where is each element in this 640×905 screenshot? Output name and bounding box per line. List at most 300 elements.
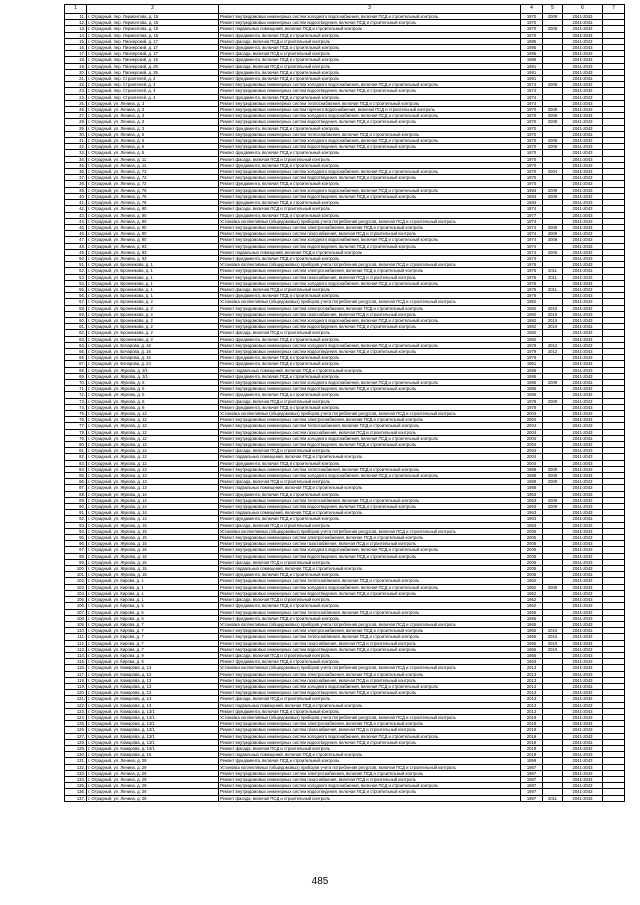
build-year-cell: 1983 (521, 193, 543, 199)
planned-period-cell: 2041-2043 (563, 578, 603, 584)
address-cell: г. Отрадный, ул. Жукова, д. 12 (87, 423, 219, 429)
planned-period-cell: 2041-2043 (563, 367, 603, 373)
row-number-cell: 48. (65, 243, 87, 249)
build-year-cell: 1988 (521, 466, 543, 472)
address-cell: г. Отрадный, ул. Ленина, д. 5 (87, 131, 219, 137)
build-year-cell: 1963 (521, 510, 543, 516)
planned-period-cell: 2041-2043 (563, 727, 603, 733)
work-type-cell: Ремонт внутридомовых инженерных систем водоотведения, включая ПСД и строительный контроль (219, 504, 521, 510)
row-number-cell: 62. (65, 330, 87, 336)
planned-period-cell: 2041-2043 (563, 435, 603, 441)
last-repair-year-cell: 2011 (543, 795, 563, 801)
planned-period-cell: 2041-2043 (563, 764, 603, 770)
build-year-cell: 1982 (521, 305, 543, 311)
build-year-cell: 1976 (521, 286, 543, 292)
build-year-cell: 1991 (521, 63, 543, 69)
work-type-cell: Ремонт фасада, включая ПСД и строительный контроль (219, 398, 521, 404)
address-cell: г. Отрадный, ул. Комарова, д. 13/1 (87, 708, 219, 714)
planned-period-cell: 2041-2043 (563, 411, 603, 417)
work-type-cell: Ремонт подвальных помещений, включая ПСД и строительный контроль (219, 249, 521, 255)
row-number-cell: 104. (65, 590, 87, 596)
work-type-cell: Установка коллективных (общедомовых) приборов учета потребления ресурсов, включая ПСД и строительный контроль (219, 764, 521, 770)
work-type-cell: Ремонт внутридомовых инженерных систем холодного водоснабжения, включая ПСД и строительный контроль (219, 473, 521, 479)
planned-period-cell: 2041-2043 (563, 249, 603, 255)
page-number: 485 (311, 876, 329, 887)
work-type-cell: Ремонт фундамента, включая ПСД и строительный контроль (219, 460, 521, 466)
planned-period-cell: 2041-2043 (563, 696, 603, 702)
planned-period-cell: 2041-2043 (563, 504, 603, 510)
row-number-cell: 115. (65, 659, 87, 665)
row-number-cell: 25. (65, 100, 87, 106)
work-type-cell: Ремонт внутридомовых инженерных систем водоотведения, включая ПСД и строительный контроль (219, 324, 521, 330)
planned-period-cell: 2041-2043 (563, 14, 603, 20)
planned-period-cell: 2041-2043 (563, 131, 603, 137)
address-cell: г. Отрадный, ул. Кирова, д. 7 (87, 646, 219, 652)
address-cell: г. Отрадный, ул. Жукова, д. 14 (87, 497, 219, 503)
planned-period-cell: 2041-2043 (563, 200, 603, 206)
row-number-cell: 55. (65, 286, 87, 292)
address-cell: г. Отрадный, ул. Ленина, д. 93 (87, 243, 219, 249)
row-number-cell: 69. (65, 373, 87, 379)
planned-period-cell: 2041-2043 (563, 45, 603, 51)
row-number-cell: 20. (65, 69, 87, 75)
row-number-cell: 133. (65, 770, 87, 776)
planned-period-cell: 2041-2043 (563, 317, 603, 323)
build-year-cell: 2004 (521, 460, 543, 466)
build-year-cell: 1987 (521, 789, 543, 795)
planned-period-cell: 2041-2043 (563, 348, 603, 354)
build-year-cell: 2004 (521, 429, 543, 435)
planned-period-cell: 2041-2043 (563, 57, 603, 63)
build-year-cell: 2004 (521, 411, 543, 417)
last-repair-year-cell: 2009 (543, 224, 563, 230)
work-type-cell: Ремонт внутридомовых инженерных систем газоснабжения, включая ПСД и строительный контроль (219, 541, 521, 547)
address-cell: г. Отрадный, ул. Жукова, д. 12 (87, 429, 219, 435)
planned-period-cell: 2041-2043 (563, 175, 603, 181)
planned-period-cell: 2041-2043 (563, 671, 603, 677)
planned-period-cell: 2041-2043 (563, 528, 603, 534)
work-type-cell: Ремонт внутридомовых инженерных систем газоснабжения, включая ПСД и строительный контроль (219, 311, 521, 317)
planned-period-cell: 2041-2043 (563, 355, 603, 361)
planned-period-cell: 2041-2043 (563, 94, 603, 100)
build-year-cell: 1983 (521, 187, 543, 193)
last-repair-year-cell: 2008 (543, 144, 563, 150)
planned-period-cell: 2041-2043 (563, 572, 603, 578)
address-cell: г. Отрадный, ул. Кирова, д. 7 (87, 634, 219, 640)
build-year-cell: 1988 (521, 473, 543, 479)
build-year-cell: 1985 (521, 38, 543, 44)
address-cell: г. Отрадный, ул. Комарова, д. 13/1 (87, 721, 219, 727)
row-number-cell: 26. (65, 107, 87, 113)
work-type-cell: Ремонт внутридомовых инженерных систем теплоснабжения, включая ПСД и строительный контроль (219, 131, 521, 137)
row-number-cell: 54. (65, 280, 87, 286)
last-repair-year-cell: 2010 (543, 640, 563, 646)
planned-period-cell: 2041-2043 (563, 88, 603, 94)
address-cell: г. Отрадный, ул. Жукова, д. 12 (87, 435, 219, 441)
build-year-cell: 1987 (521, 795, 543, 801)
build-year-cell: 2019 (521, 739, 543, 745)
planned-period-cell: 2041-2043 (563, 603, 603, 609)
last-repair-year-cell: 2008 (543, 113, 563, 119)
planned-period-cell: 2041-2043 (563, 144, 603, 150)
planned-period-cell: 2041-2043 (563, 398, 603, 404)
address-cell: г. Отрадный, ул. Бронникова, д. 2 (87, 305, 219, 311)
planned-period-cell: 2041-2043 (563, 491, 603, 497)
work-type-cell: Ремонт фасада, включая ПСД и строительный контроль (219, 795, 521, 801)
address-cell: г. Отрадный, ул. Кирова, д. 5 (87, 615, 219, 621)
row-number-cell: 19. (65, 63, 87, 69)
build-year-cell: 1987 (521, 783, 543, 789)
address-cell: г. Отрадный, пер. Пионерский, д. 17 (87, 51, 219, 57)
work-type-cell: Ремонт внутридомовых инженерных систем холодного водоснабжения, включая ПСД и строительный контроль (219, 342, 521, 348)
address-cell: г. Отрадный, ул. Кирова, д. 7 (87, 628, 219, 634)
address-cell: г. Отрадный, ул. Комарова, д. 15 (87, 752, 219, 758)
planned-period-cell: 2041-2043 (563, 516, 603, 522)
address-cell: г. Отрадный, ул. Ленина, д. 90 (87, 206, 219, 212)
header-col-5: 5 (543, 5, 563, 14)
build-year-cell: 1965 (521, 640, 543, 646)
address-cell: г. Отрадный, ул. Жукова, д. 15 (87, 535, 219, 541)
planned-period-cell: 2041-2043 (563, 510, 603, 516)
address-cell: г. Отрадный, ул. Кирова, д. 5 (87, 609, 219, 615)
build-year-cell: 1982 (521, 336, 543, 342)
work-type-cell: Ремонт фундамента, включая ПСД и строительный контроль (219, 355, 521, 361)
build-year-cell: 1970 (521, 181, 543, 187)
work-type-cell: Ремонт фундамента, включая ПСД и строительный контроль (219, 392, 521, 398)
build-year-cell: 1977 (521, 212, 543, 218)
planned-period-cell: 2041-2043 (563, 286, 603, 292)
work-type-cell: Ремонт внутридомовых инженерных систем электроснабжения, включая ПСД и строительный контроль (219, 628, 521, 634)
last-repair-year-cell: 2008 (543, 14, 563, 20)
build-year-cell: 1970 (521, 138, 543, 144)
row-number-cell: 86. (65, 479, 87, 485)
build-year-cell: 1974 (521, 249, 543, 255)
build-year-cell: 1963 (521, 497, 543, 503)
work-type-cell: Ремонт подвальных помещений, включая ПСД и строительный контроль (219, 566, 521, 572)
planned-period-cell: 2041-2043 (563, 448, 603, 454)
row-number-cell: 24. (65, 94, 87, 100)
work-type-cell: Ремонт фасада, включая ПСД и строительный контроль (219, 51, 521, 57)
build-year-cell: 1970 (521, 125, 543, 131)
address-cell: г. Отрадный, ул. Бронникова, д. 1 (87, 268, 219, 274)
work-type-cell: Ремонт фундамента, включая ПСД и строительный контроль (219, 516, 521, 522)
last-repair-year-cell: 2006 (543, 249, 563, 255)
build-year-cell: 1978 (521, 404, 543, 410)
build-year-cell: 2013 (521, 677, 543, 683)
row-number-cell: 76. (65, 417, 87, 423)
build-year-cell: 1965 (521, 615, 543, 621)
header-col-1: 1 (65, 5, 87, 14)
address-cell: г. Отрадный, ул. Ленина, д. 72 (87, 169, 219, 175)
planned-period-cell: 2041-2043 (563, 361, 603, 367)
row-number-cell: 81. (65, 448, 87, 454)
build-year-cell: 1970 (521, 26, 543, 32)
planned-period-cell: 2041-2043 (563, 429, 603, 435)
planned-period-cell: 2041-2043 (563, 107, 603, 113)
planned-period-cell: 2041-2043 (563, 665, 603, 671)
address-cell: г. Отрадный, ул. Бронникова, д. 1 (87, 274, 219, 280)
row-number-cell: 67. (65, 361, 87, 367)
build-year-cell: 1965 (521, 609, 543, 615)
address-cell: г. Отрадный, ул. Бронникова, д. 2 (87, 336, 219, 342)
build-year-cell: 2004 (521, 423, 543, 429)
row-number-cell: 13. (65, 26, 87, 32)
address-cell: г. Отрадный, ул. Комарова, д. 13 (87, 702, 219, 708)
table-body (65, 14, 625, 802)
row-number-cell: 132. (65, 764, 87, 770)
build-year-cell: 1979 (521, 348, 543, 354)
planned-period-cell: 2041-2043 (563, 125, 603, 131)
work-type-cell: Ремонт фасада, включая ПСД и строительный контроль (219, 206, 521, 212)
last-repair-year-cell: 2010 (543, 305, 563, 311)
build-year-cell: 2019 (521, 721, 543, 727)
row-number-cell: 134. (65, 776, 87, 782)
planned-period-cell: 2041-2043 (563, 442, 603, 448)
address-cell: г. Отрадный, ул. Жукова, д. 13 (87, 485, 219, 491)
work-type-cell: Ремонт внутридомовых инженерных систем электроснабжения, включая ПСД и строительный контроль (219, 268, 521, 274)
planned-period-cell: 2041-2043 (563, 634, 603, 640)
build-year-cell: 1974 (521, 224, 543, 230)
address-cell: г. Отрадный, пер. Строителей, д. 4 (87, 88, 219, 94)
planned-period-cell: 2041-2043 (563, 324, 603, 330)
build-year-cell: 1991 (521, 69, 543, 75)
row-number-cell: 109. (65, 621, 87, 627)
build-year-cell: 1962 (521, 590, 543, 596)
address-cell: г. Отрадный, пер. Лермонтова, д. 15 (87, 26, 219, 32)
planned-period-cell: 2041-2043 (563, 789, 603, 795)
work-type-cell: Ремонт фасада, включая ПСД и строительный контроль (219, 286, 521, 292)
build-year-cell: 1974 (521, 206, 543, 212)
address-cell: г. Отрадный, ул. Ленина, д. 93 (87, 249, 219, 255)
planned-period-cell: 2041-2043 (563, 193, 603, 199)
build-year-cell: 1986 (521, 367, 543, 373)
row-number-cell: 130. (65, 752, 87, 758)
build-year-cell: 1987 (521, 776, 543, 782)
planned-period-cell: 2041-2043 (563, 404, 603, 410)
planned-period-cell: 2041-2043 (563, 69, 603, 75)
build-year-cell: 1963 (521, 491, 543, 497)
build-year-cell: 1982 (521, 330, 543, 336)
work-type-cell: Ремонт внутридомовых инженерных систем холодного водоснабжения, включая ПСД и строительный контроль (219, 237, 521, 243)
work-type-cell: Ремонт внутридомовых инженерных систем водоотведения, включая ПСД и строительный контроль (219, 144, 521, 150)
work-type-cell: Ремонт фундамента, включая ПСД и строительный контроль (219, 255, 521, 261)
work-type-cell: Ремонт фундамента, включая ПСД и строительный контроль (219, 69, 521, 75)
planned-period-cell: 2041-2043 (563, 274, 603, 280)
planned-period-cell: 2041-2043 (563, 237, 603, 243)
work-type-cell: Ремонт внутридомовых инженерных систем газоснабжения, включая ПСД и строительный контроль (219, 776, 521, 782)
address-cell: г. Отрадный, ул. Жукова, д. 3/1 (87, 373, 219, 379)
work-type-cell: Ремонт фасада, включая ПСД и строительный контроль (219, 597, 521, 603)
build-year-cell: 1974 (521, 218, 543, 224)
work-type-cell: Ремонт внутридомовых инженерных систем холодного водоснабжения, включая ПСД и строительный контроль (219, 379, 521, 385)
last-repair-year-cell: 2009 (543, 193, 563, 199)
planned-period-cell: 2041-2043 (563, 20, 603, 26)
work-type-cell: Установка коллективных (общедомовых) приборов учета потребления ресурсов, включая ПСД и строительный контроль (219, 262, 521, 268)
address-cell: г. Отрадный, ул. Жукова, д. 12 (87, 460, 219, 466)
build-year-cell: 2013 (521, 690, 543, 696)
work-type-cell: Ремонт внутридомовых инженерных систем электроснабжения, включая ПСД и строительный контроль (219, 535, 521, 541)
row-number-cell: 100. (65, 566, 87, 572)
address-cell: г. Отрадный, ул. Жукова, д. 13 (87, 479, 219, 485)
row-number-cell: 108. (65, 615, 87, 621)
build-year-cell: 1978 (521, 398, 543, 404)
build-year-cell: 1962 (521, 597, 543, 603)
table-row (65, 795, 625, 801)
build-year-cell: 1976 (521, 293, 543, 299)
address-cell: г. Отрадный, пер. Пионерский, д. 25 (87, 69, 219, 75)
address-cell: г. Отрадный, ул. Жукова, д. 12 (87, 411, 219, 417)
build-year-cell: 2004 (521, 417, 543, 423)
address-cell: г. Отрадный, ул. Бочарова, д. 16 (87, 348, 219, 354)
row-number-cell: 41. (65, 200, 87, 206)
address-cell: г. Отрадный, ул. Ленина, д. 93 (87, 255, 219, 261)
row-number-cell: 131. (65, 758, 87, 764)
build-year-cell: 1985 (521, 45, 543, 51)
row-number-cell: 37. (65, 175, 87, 181)
work-type-cell: Ремонт внутридомовых инженерных систем водоотведения, включая ПСД и строительный контроль (219, 690, 521, 696)
work-type-cell: Ремонт внутридомовых инженерных систем холодного водоснабжения, включая ПСД и строительный контроль (219, 317, 521, 323)
work-type-cell: Установка коллективных (общедомовых) приборов учета потребления ресурсов, включая ПСД и строительный контроль (219, 528, 521, 534)
work-type-cell: Ремонт фундамента, включая ПСД и строительный контроль (219, 200, 521, 206)
build-year-cell: 1970 (521, 131, 543, 137)
row-number-cell: 43. (65, 212, 87, 218)
row-number-cell: 93. (65, 522, 87, 528)
address-cell: г. Отрадный, ул. Ленина, д. 90 (87, 237, 219, 243)
planned-period-cell: 2041-2043 (563, 379, 603, 385)
last-repair-year-cell: 2011 (543, 268, 563, 274)
build-year-cell: 1970 (521, 150, 543, 156)
last-repair-year-cell: 2011 (543, 286, 563, 292)
work-type-cell: Ремонт внутридомовых инженерных систем теплоснабжения, включая ПСД и строительный контроль (219, 609, 521, 615)
row-number-cell: 17. (65, 51, 87, 57)
row-number-cell: 52. (65, 268, 87, 274)
work-type-cell: Ремонт фундамента, включая ПСД и строительный контроль (219, 659, 521, 665)
row-number-cell: 85. (65, 473, 87, 479)
work-type-cell: Установка коллективных (общедомовых) приборов учета потребления ресурсов, включая ПСД и строительный контроль (219, 218, 521, 224)
planned-period-cell: 2041-2043 (563, 280, 603, 286)
address-cell: г. Отрадный, ул. Ленина, д. 90 (87, 224, 219, 230)
work-type-cell: Ремонт внутридомовых инженерных систем электроснабжения, включая ПСД и строительный контроль (219, 671, 521, 677)
row-number-cell: 21. (65, 76, 87, 82)
address-cell: г. Отрадный, ул. Жукова, д. 5 (87, 386, 219, 392)
planned-period-cell: 2041-2043 (563, 156, 603, 162)
address-cell: г. Отрадный, ул. Жукова, д. 13 (87, 473, 219, 479)
planned-period-cell: 2041-2043 (563, 566, 603, 572)
build-year-cell: 1976 (521, 280, 543, 286)
address-cell: г. Отрадный, пер. Пионерский, д. 25 (87, 63, 219, 69)
address-cell: г. Отрадный, ул. Жукова, д. 15 (87, 541, 219, 547)
work-type-cell: Ремонт внутридомовых инженерных систем теплоснабжения, включая ПСД и строительный контроль (219, 578, 521, 584)
address-cell: г. Отрадный, ул. Комарова, д. 13/1 (87, 739, 219, 745)
row-number-cell: 45. (65, 224, 87, 230)
row-number-cell: 59. (65, 311, 87, 317)
header-col-7: 7 (603, 5, 625, 14)
address-cell: г. Отрадный, ул. Жукова, д. 5 (87, 379, 219, 385)
row-number-cell: 34. (65, 156, 87, 162)
address-cell: г. Отрадный, ул. Ленина, д. 11 (87, 162, 219, 168)
build-year-cell: 1963 (521, 659, 543, 665)
planned-period-cell: 2041-2043 (563, 392, 603, 398)
row-number-cell: 112. (65, 640, 87, 646)
planned-period-cell: 2041-2043 (563, 739, 603, 745)
planned-period-cell: 2041-2043 (563, 169, 603, 175)
planned-period-cell: 2041-2043 (563, 485, 603, 491)
address-cell: г. Отрадный, ул. Бронникова, д. 1 (87, 293, 219, 299)
row-number-cell: 27. (65, 113, 87, 119)
build-year-cell: 1976 (521, 262, 543, 268)
address-cell: г. Отрадный, ул. Ленина, д. 76 (87, 187, 219, 193)
address-cell: г. Отрадный, ул. Кирова, д. 1 (87, 597, 219, 603)
build-year-cell: 1970 (521, 144, 543, 150)
planned-period-cell: 2041-2043 (563, 621, 603, 627)
planned-period-cell: 2041-2043 (563, 218, 603, 224)
work-type-cell: Ремонт внутридомовых инженерных систем холодного водоснабжения, включая ПСД и строительный контроль (219, 138, 521, 144)
row-number-cell: 125. (65, 721, 87, 727)
work-type-cell: Ремонт внутридомовых инженерных систем электроснабжения, включая ПСД и строительный контроль (219, 224, 521, 230)
planned-period-cell: 2041-2043 (563, 677, 603, 683)
row-number-cell: 28. (65, 119, 87, 125)
row-number-cell: 49. (65, 249, 87, 255)
work-type-cell: Ремонт фасада, включая ПСД и строительный контроль (219, 448, 521, 454)
address-cell: г. Отрадный, ул. Бронникова, д. 2 (87, 330, 219, 336)
build-year-cell: 1970 (521, 20, 543, 26)
work-type-cell: Ремонт фундамента, включая ПСД и строительный контроль (219, 162, 521, 168)
work-type-cell: Ремонт внутридомовых инженерных систем водоотведения, включая ПСД и строительный контроль (219, 20, 521, 26)
build-year-cell: 1985 (521, 57, 543, 63)
row-number-cell: 126. (65, 727, 87, 733)
work-type-cell: Ремонт внутридомовых инженерных систем теплоснабжения, включая ПСД и строительный контроль (219, 423, 521, 429)
address-cell: г. Отрадный, ул. Жукова, д. 14 (87, 510, 219, 516)
build-year-cell: 1974 (521, 255, 543, 261)
address-cell: г. Отрадный, ул. Кирова, д. 1 (87, 584, 219, 590)
row-number-cell: 64. (65, 342, 87, 348)
work-type-cell: Ремонт внутридомовых инженерных систем водоотведения, включая ПСД и строительный контроль (219, 789, 521, 795)
build-year-cell: 1986 (521, 373, 543, 379)
last-repair-year-cell: 2009 (543, 398, 563, 404)
work-type-cell: Ремонт фундамента, включая ПСД и строительный контроль (219, 404, 521, 410)
address-cell: г. Отрадный, ул. Ленина, д. 3 (87, 107, 219, 113)
address-cell: г. Отрадный, ул. Бронникова, д. 1 (87, 262, 219, 268)
work-type-cell: Ремонт внутридомовых инженерных систем холодного водоснабжения, включая ПСД и строительный контроль (219, 783, 521, 789)
work-type-cell: Ремонт подвальных помещений, включая ПСД и строительный контроль (219, 26, 521, 32)
last-repair-year-cell: 2010 (543, 324, 563, 330)
address-cell: г. Отрадный, ул. Жукова, д. 15 (87, 566, 219, 572)
planned-period-cell: 2041-2043 (563, 268, 603, 274)
work-type-cell: Ремонт фасада, включая ПСД и строительный контроль (219, 330, 521, 336)
address-cell: г. Отрадный, ул. Комарова, д. 13/1 (87, 727, 219, 733)
work-type-cell: Ремонт подвальных помещений, включая ПСД и строительный контроль (219, 510, 521, 516)
work-type-cell: Установка коллективных (общедомовых) приборов учета потребления ресурсов, включая ПСД и строительный контроль (219, 621, 521, 627)
row-number-cell: 82. (65, 454, 87, 460)
planned-period-cell: 2041-2043 (563, 187, 603, 193)
row-number-cell: 46. (65, 231, 87, 237)
last-repair-year-cell: 2012 (543, 348, 563, 354)
build-year-cell: 1970 (521, 119, 543, 125)
address-cell: г. Отрадный, ул. Ленина, д. 29 (87, 770, 219, 776)
build-year-cell: 1988 (521, 479, 543, 485)
planned-period-cell: 2041-2043 (563, 652, 603, 658)
build-year-cell: 1963 (521, 504, 543, 510)
address-cell: г. Отрадный, ул. Жукова, д. 6 (87, 398, 219, 404)
row-number-cell: 47. (65, 237, 87, 243)
address-cell: г. Отрадный, ул. Кирова, д. 1 (87, 578, 219, 584)
work-type-cell: Ремонт внутридомовых инженерных систем холодного водоснабжения, включая ПСД и строительный контроль (219, 82, 521, 88)
work-type-cell: Ремонт внутридомовых инженерных систем горячего водоснабжения, включая ПСД и строительный контроль (219, 107, 521, 113)
row-number-cell: 50. (65, 255, 87, 261)
header-col-6: 6 (563, 5, 603, 14)
planned-period-cell: 2041-2043 (563, 646, 603, 652)
work-type-cell: Ремонт внутридомовых инженерных систем газоснабжения, включая ПСД и строительный контроль (219, 727, 521, 733)
